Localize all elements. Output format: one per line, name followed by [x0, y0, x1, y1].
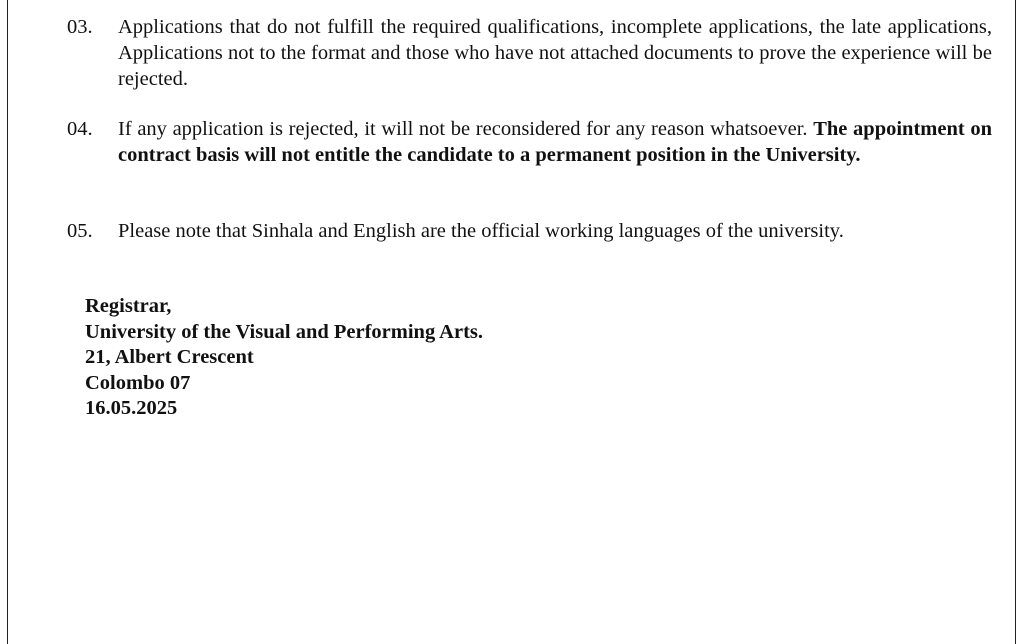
- clause-body: [118, 116, 992, 168]
- clause-number: 04.: [67, 118, 93, 140]
- clause-bold-text: The appointment on contract basis will not entitle the candidate to a permanent position in the University.: [118, 118, 992, 166]
- clause-04: [67, 116, 992, 168]
- signature-title: Registrar,: [85, 295, 172, 317]
- page-border-right: [1015, 0, 1016, 644]
- page-border-left: [7, 0, 8, 644]
- signature-date: 16.05.2025: [85, 397, 178, 419]
- clause-text: Please note that Sinhala and English are the official working languages of the university.: [118, 220, 844, 242]
- clause-number: 03.: [67, 16, 93, 38]
- clause-text: If any application is rejected, it will not be reconsidered for any reason whatsoever.: [118, 118, 808, 140]
- clause-03: [67, 14, 992, 92]
- clause-05: [67, 218, 992, 244]
- signature-city: Colombo 07: [85, 371, 191, 394]
- signature-institution: University of the Visual and Performing Arts.: [85, 320, 484, 343]
- clause-number: 05.: [67, 220, 93, 242]
- clause-text: Applications that do not fulfill the required qualifications, incomplete applications, the late applications, Applications not to the format and those who have not attached documents to prove the experience will be rejected.: [118, 16, 992, 90]
- signature-street: 21, Albert Crescent: [85, 346, 254, 368]
- signature-block: [85, 294, 483, 422]
